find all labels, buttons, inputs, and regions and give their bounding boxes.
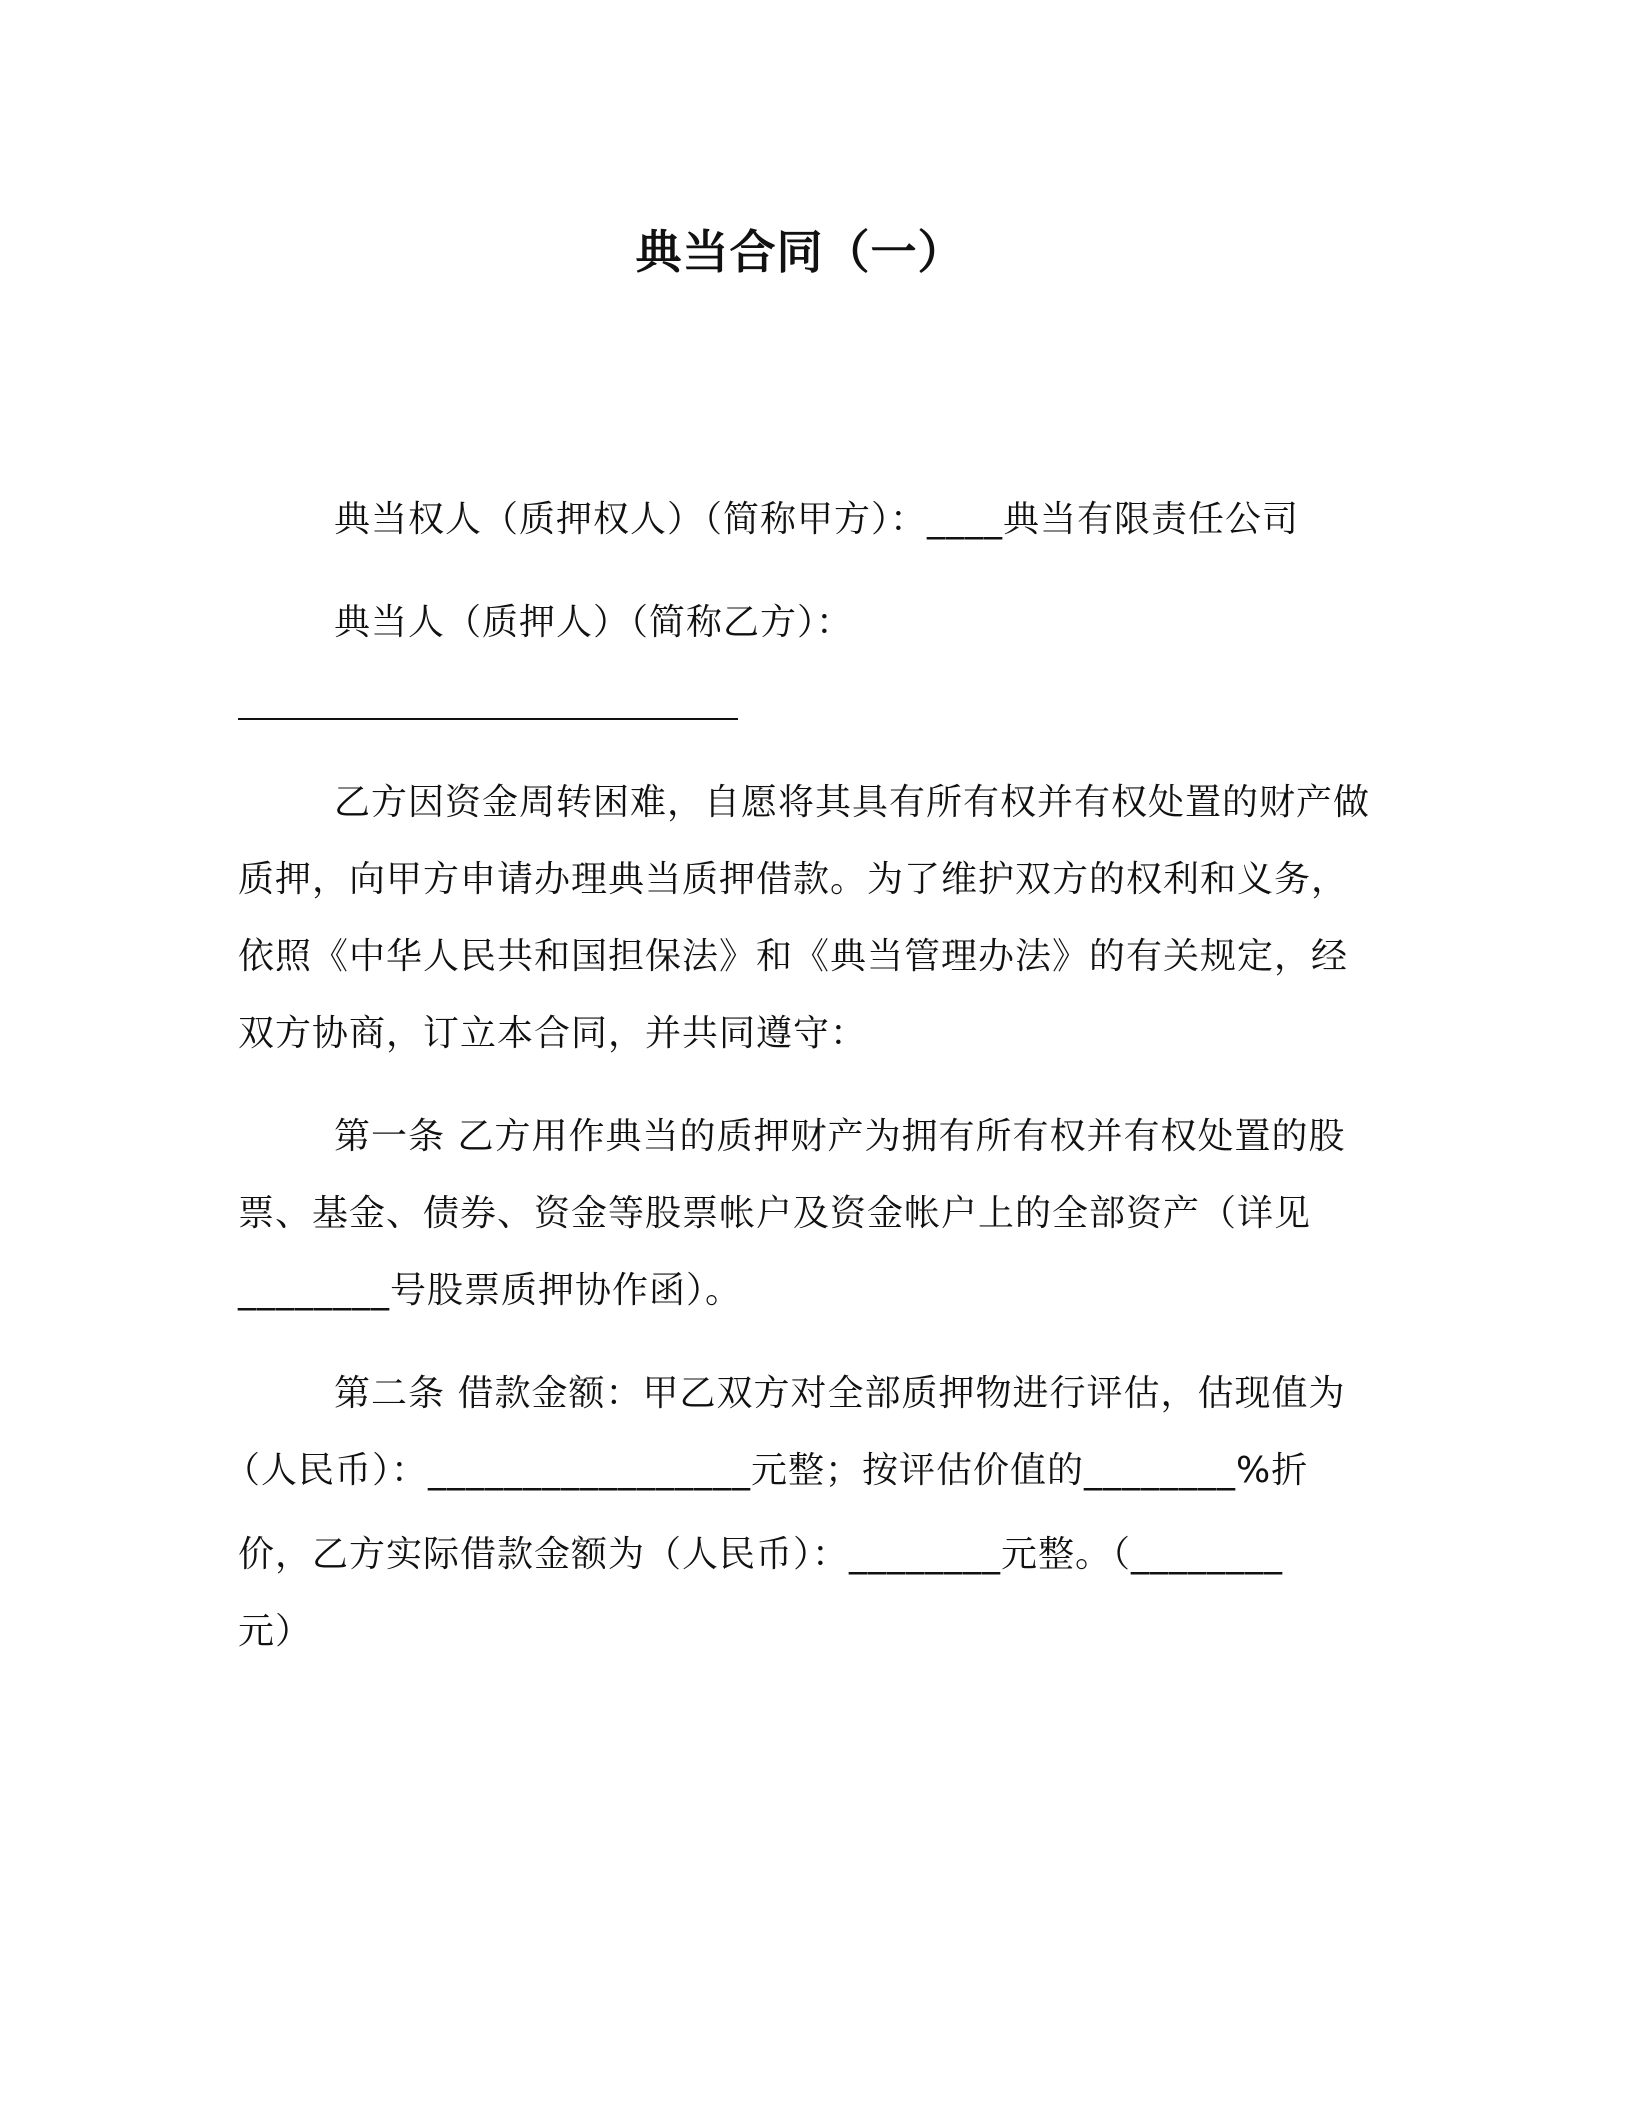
party-b-line: 典当人（质押人）（简称乙方）：: [334, 602, 854, 643]
article-2-line-4: 元）: [238, 1611, 313, 1652]
party-b-blank: [238, 718, 738, 720]
article-1-line-2: 票、基金、债券、资金等股票帐户及资金帐户上的全部资产（详见: [238, 1193, 1312, 1234]
preamble-line-3: 依照《中华人民共和国担保法》和《典当管理办法》的有关规定，经: [238, 936, 1349, 977]
document-title: 典当合同（一）: [635, 225, 965, 279]
article-2-line-3: 价，乙方实际借款金额为（人民币）：________元整。（________: [238, 1534, 1284, 1575]
preamble-line-2: 质押，向甲方申请办理典当质押借款。为了维护双方的权利和义务，: [238, 859, 1349, 900]
article-2-line-2: （人民币）：_________________元整；按评估价值的________%折: [224, 1450, 1309, 1491]
article-1-line-3: ________号股票质押协作函）。: [238, 1270, 743, 1311]
article-2-line-1: 第二条 借款金额：甲乙双方对全部质押物进行评估，估现值为: [334, 1373, 1346, 1414]
article-1-line-1: 第一条 乙方用作典当的质押财产为拥有所有权并有权处置的股: [334, 1116, 1346, 1157]
preamble-line-1: 乙方因资金周转困难，自愿将其具有所有权并有权处置的财产做: [334, 782, 1371, 823]
preamble-line-4: 双方协商，订立本合同，并共同遵守：: [238, 1013, 868, 1054]
party-a-line: 典当权人（质押权人）（简称甲方）：____典当有限责任公司: [334, 499, 1300, 540]
